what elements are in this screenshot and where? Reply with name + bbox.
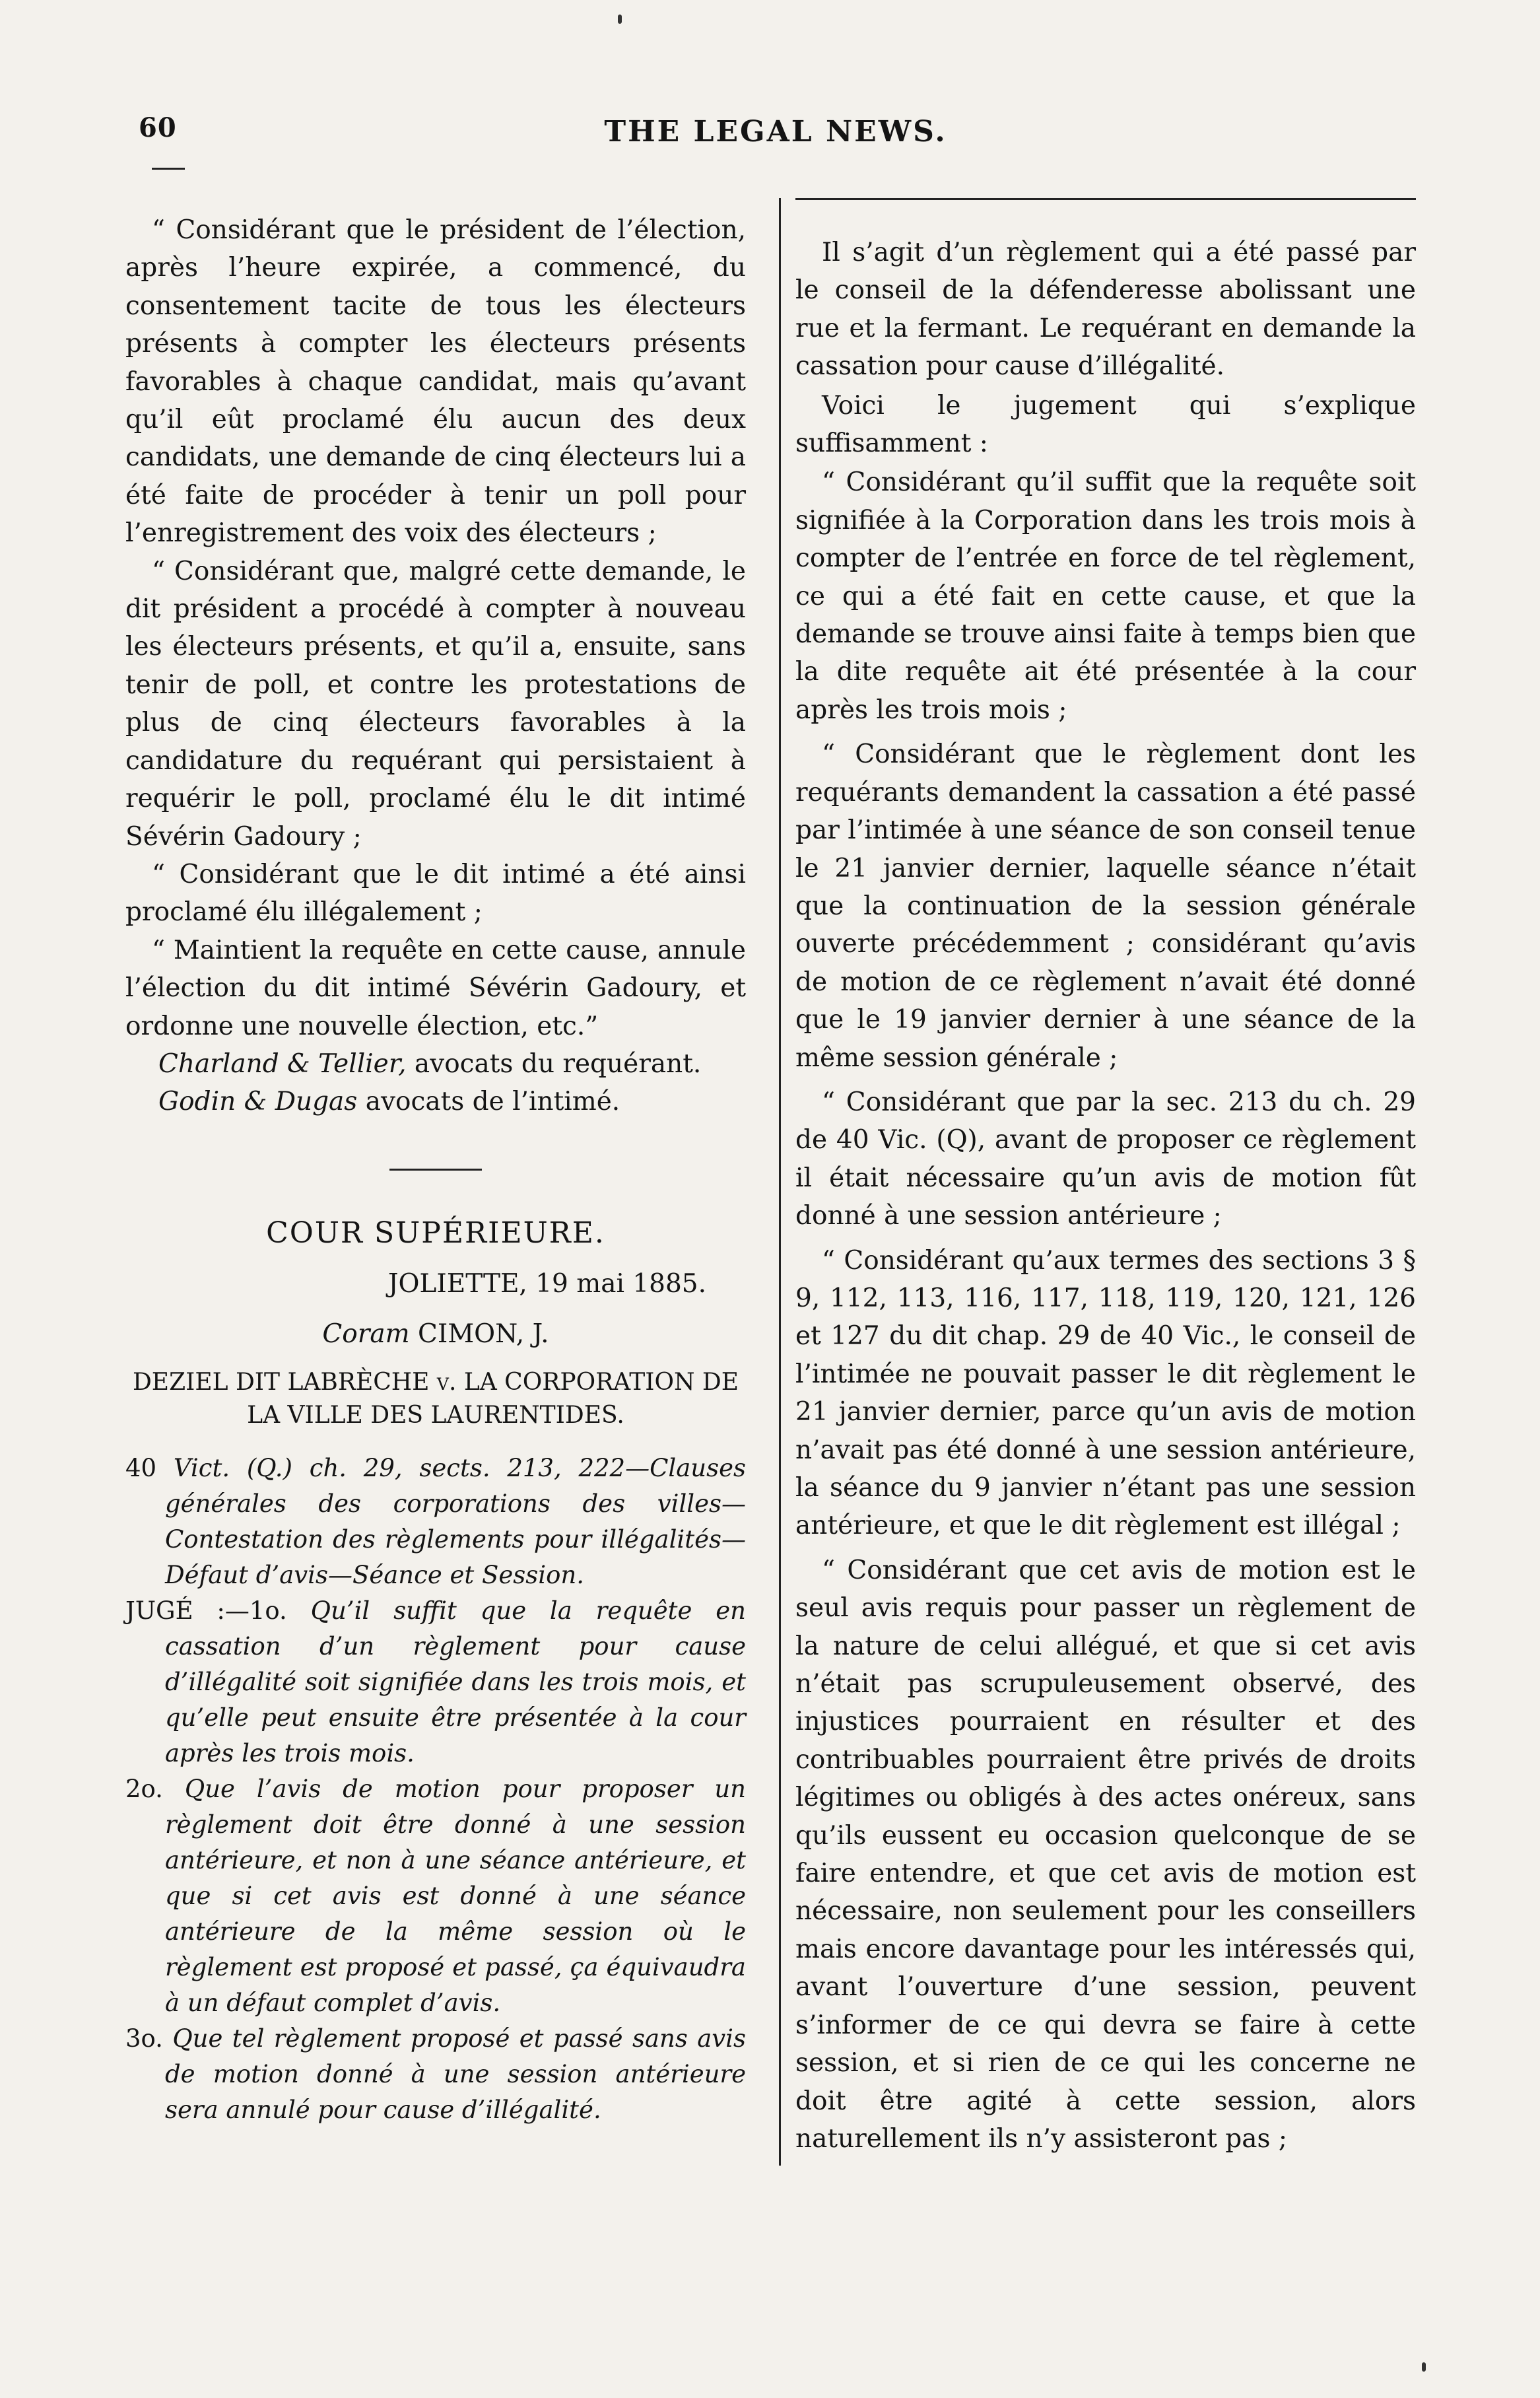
headnote	[125, 1451, 746, 1593]
holding-text: Que tel règlement proposé et passé sans avis de motion donné à une session antérieure sera annulé pour cause d’illégalité.	[165, 2024, 747, 2124]
coram-judge: CIMON, J.	[418, 1319, 549, 1349]
column-divider	[779, 198, 781, 2166]
counsel-role: avocats du requérant.	[414, 1048, 702, 1079]
page-number: 60	[139, 112, 177, 143]
counsel-names: Godin & Dugas	[158, 1087, 358, 1117]
paragraph: Voici le jugement qui s’explique suffisamment :	[795, 390, 1416, 459]
case-parties: DEZIEL DIT LABRÈCHE v. LA CORPORATION DE LA VILLE DES LAURENTIDES.	[132, 1368, 739, 1429]
counsel-line	[158, 1083, 746, 1120]
headnote-text: Vict. (Q.) ch. 29, sects. 213, 222—Clauses générales des corporations des villes—Contestation des règlements pour illégalités—Défaut d’avis—Séance et Session.	[165, 1453, 746, 1589]
holding-text: Qu’il suffit que la requête en cassation d’un règlement pour cause d’illégalité soit signifiée dans les trois mois, et qu’elle peut ensuite être présentée à la cour après les trois mois.	[165, 1596, 746, 1767]
court-title: COUR SUPÉRIEURE.	[266, 1216, 605, 1250]
paragraph: “ Considérant que, malgré cette demande, le dit président a procédé à compter à nouveau les électeurs présents, et qu’il a, ensuite, sans tenir de poll, et contre les protestations de plus de cinq électeurs favorables à la candidature du requérant qui persistaient à requérir le poll, proclamé élu le dit intimé Sévérin Gadoury ;	[125, 556, 746, 852]
scan-speck	[1422, 2362, 1426, 2372]
holding-label: 2o.	[125, 1774, 163, 1803]
paragraph: “ Considérant que par la sec. 213 du ch. 29 de 40 Vic. (Q), avant de proposer ce règlement il était nécessaire qu’un avis de motion fût donné à une session antérieure ;	[795, 1087, 1416, 1231]
header-rule-right	[795, 198, 1416, 200]
paragraph: “ Considérant que le règlement dont les requérants demandent la cassation a été passé par l’intimée à une séance de son conseil tenue le 21 janvier dernier, laquelle séance n’était que la continuation de la session générale ouverte précédemment ; considérant qu’avis de motion de ce règlement n’avait été donné que le 19 janvier dernier à une séance de la même session générale ;	[795, 739, 1416, 1073]
section-rule	[389, 1169, 482, 1171]
coram-label: Coram	[322, 1319, 410, 1349]
paragraph: Il s’agit d’un règlement qui a été passé par le conseil de la défenderesse abolissant une rue et la fermant. Le requérant en demande la cassation pour cause d’illégalité.	[795, 238, 1416, 382]
place-date: JOLIETTE, 19 mai 1885.	[387, 1269, 706, 1299]
scan-speck	[618, 15, 622, 24]
journal-title: THE LEGAL NEWS.	[604, 115, 947, 149]
holding	[125, 1593, 746, 1771]
paragraph: “ Considérant qu’il suffit que la requête soit signifiée à la Corporation dans les trois mois à compter de l’entrée en force de tel règlement, ce qui a été fait en cette cause, et que la demande se trouve ainsi faite à temps bien que la dite requête ait été présentée à la cour après les trois mois ;	[795, 467, 1416, 725]
headnote-label: 40	[125, 1453, 157, 1482]
header-rule-left	[152, 168, 185, 170]
paragraph: “ Considérant que cet avis de motion est le seul avis requis pour passer un règlement de la nature de celui allégué, et que si cet avis n’était pas scrupuleusement observé, des injustices pourraient en résulter et des contribuables pourraient être privés de droits légitimes ou obligés à des actes onéreux, sans qu’ils eussent eu occasion quelconque de se faire entendre, et que cet avis de motion est nécessaire, non seulement pour les conseillers mais encore davantage pour les intéressés qui, avant l’ouverture d’une session, peuvent s’informer de ce qui devra se faire à cette session, et si rien de ce qui les concerne ne doit être agité à cette session, alors naturellement ils n’y assisteront pas ;	[795, 1555, 1416, 2154]
left-column	[125, 211, 746, 2128]
coram-line	[125, 1315, 746, 1353]
holding	[125, 1771, 746, 2021]
page-header	[132, 99, 1419, 152]
paragraph: “ Maintient la requête en cette cause, annule l’élection du dit intimé Sévérin Gadoury, et ordonne une nouvelle élection, etc.”	[125, 935, 746, 1041]
counsel-role: avocats de l’intimé.	[365, 1087, 620, 1117]
paragraph: “ Considérant qu’aux termes des sections 3 § 9, 112, 113, 116, 117, 118, 119, 120, 121, 126 et 127 du dit chap. 29 de 40 Vic., le conseil de l’intimée ne pouvait passer le dit règlement le 21 janvier dernier, parce qu’un avis de motion n’avait pas été donné à une session antérieure, la séance du 9 janvier n’étant pas une session antérieure, et que le dit règlement est illégal ;	[795, 1245, 1416, 1541]
right-column	[795, 234, 1416, 2159]
holding-text: Que l’avis de motion pour proposer un règlement doit être donné à une session antérieure, et non à une séance antérieure, et que si cet avis est donné à une séance antérieure de la même session où le règlement est proposé et passé, ça équivaudra à un défaut complet d’avis.	[165, 1774, 746, 2017]
paragraph: “ Considérant que le président de l’élection, après l’heure expirée, a commencé, du consentement tacite de tous les électeurs présents à compter les électeurs présents favorables à chaque candidat, mais qu’avant qu’il eût proclamé élu aucun des deux candidats, une demande de cinq électeurs lui a été faite de procéder à tenir un poll pour l’enregistrement des voix des électeurs ;	[125, 215, 746, 549]
holding	[125, 2021, 746, 2128]
counsel-line	[158, 1045, 746, 1083]
holding-label: JUGÉ :—1o.	[125, 1596, 287, 1625]
paragraph: “ Considérant que le dit intimé a été ainsi proclamé élu illégalement ;	[125, 859, 746, 928]
holding-label: 3o.	[125, 2024, 163, 2053]
counsel-names: Charland & Tellier,	[158, 1048, 407, 1079]
